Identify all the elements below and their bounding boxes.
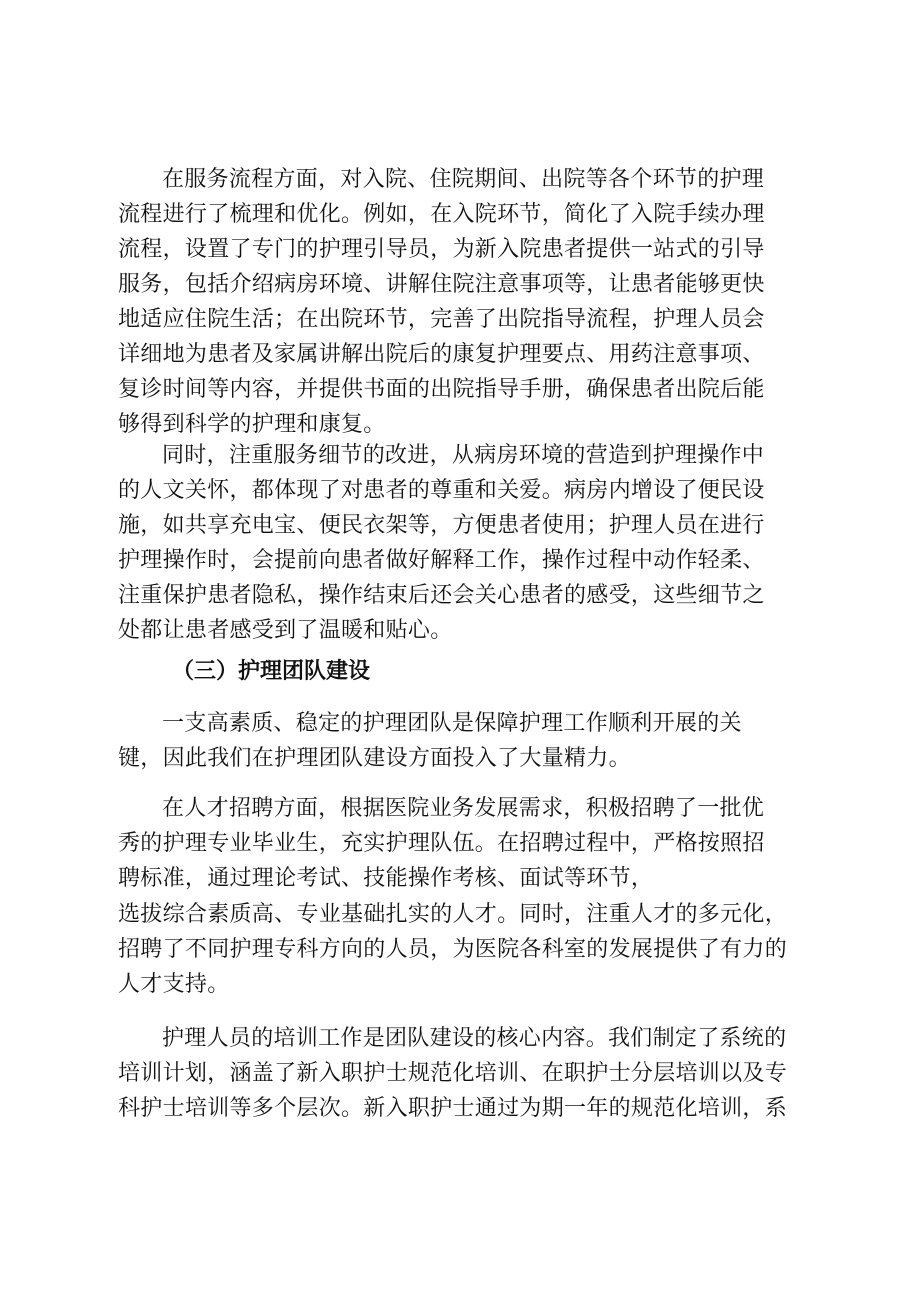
text-line: 秀的护理专业毕业生，充实护理队伍。在招聘过程中，严格按照招 xyxy=(118,831,765,856)
text-line: 在人才招聘方面，根据医院业务发展需求，积极招聘了一批优 xyxy=(162,796,765,821)
paragraph-training xyxy=(118,1021,798,1126)
text-line: 护理人员的培训工作是团队建设的核心内容。我们制定了系统的 xyxy=(162,1026,787,1051)
paragraph-service-process xyxy=(118,162,798,442)
text-line: 详细地为患者及家属讲解出院后的康复护理要点、用药注意事项、 xyxy=(118,342,765,367)
text-line: 人才支持。 xyxy=(118,972,230,997)
section-heading: （三）护理团队建设 xyxy=(172,659,371,684)
paragraph-recruitment-continued xyxy=(118,897,798,1002)
text-line: 服务，包括介绍病房环境、讲解住院注意事项等，让患者能够更快 xyxy=(118,272,765,297)
text-line: 流程进行了梳理和优化。例如，在入院环节，简化了入院手续办理 xyxy=(118,202,765,227)
paragraph-recruitment xyxy=(118,791,798,896)
text-line: 科护士培训等多个层次。新入职护士通过为期一年的规范化培训，系 xyxy=(118,1096,788,1121)
paragraph-team-intro xyxy=(118,706,798,776)
text-line: 在服务流程方面，对入院、住院期间、出院等各个环节的护理 xyxy=(162,167,765,192)
text-line: 一支高素质、稳定的护理团队是保障护理工作顺利开展的关 xyxy=(162,711,742,736)
text-line: 注重保护患者隐私，操作结束后还会关心患者的感受，这些细节之 xyxy=(118,583,765,608)
text-line: 施，如共享充电宝、便民衣架等，方便患者使用；护理人员在进行 xyxy=(118,513,765,538)
text-line: 培训计划，涵盖了新入职护士规范化培训、在职护士分层培训以及专 xyxy=(118,1061,788,1086)
paragraph-service-details xyxy=(118,438,798,648)
text-line: 招聘了不同护理专科方向的人员，为医院各科室的发展提供了有力的 xyxy=(118,937,788,962)
text-line: 护理操作时，会提前向患者做好解释工作，操作过程中动作轻柔、 xyxy=(118,548,765,573)
text-line: 流程，设置了专门的护理引导员，为新入院患者提供一站式的引导 xyxy=(118,237,765,262)
text-line: 同时，注重服务细节的改进，从病房环境的营造到护理操作中 xyxy=(162,443,765,468)
text-line: 的人文关怀，都体现了对患者的尊重和关爱。病房内增设了便民设 xyxy=(118,478,765,503)
text-line: 处都让患者感受到了温暖和贴心。 xyxy=(118,618,453,643)
text-line: 够得到科学的护理和康复。 xyxy=(118,412,386,437)
text-line: 复诊时间等内容，并提供书面的出院指导手册，确保患者出院后能 xyxy=(118,377,765,402)
text-line: 选拔综合素质高、专业基础扎实的人才。同时，注重人才的多元化， xyxy=(118,902,788,927)
text-line: 聘标准，通过理论考试、技能操作考核、面试等环节， xyxy=(118,866,654,891)
text-line: 键，因此我们在护理团队建设方面投入了大量精力。 xyxy=(118,746,631,771)
text-line: 地适应住院生活；在出院环节，完善了出院指导流程，护理人员会 xyxy=(118,307,765,332)
